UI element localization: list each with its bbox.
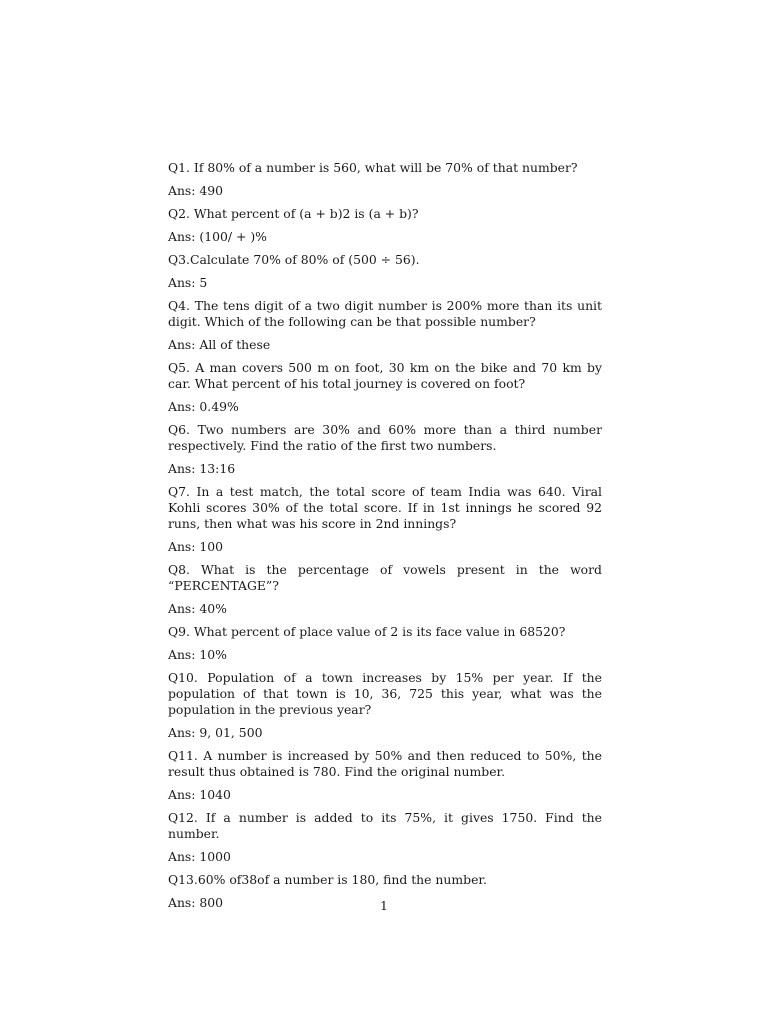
question-item-7 xyxy=(168,484,602,555)
question-item-9 xyxy=(168,624,602,663)
question-text: Q2. What percent of (a + b)2 is (a + b)? xyxy=(168,206,419,221)
question-text: Q7. In a test match, the total score of team India was 640. Viral Kohli scores 30% of the total score. If in 1st innings he scored 92 runs, then what was his score in 2nd innings? xyxy=(168,484,602,531)
question-item-12 xyxy=(168,810,602,865)
answer-text: Ans: 10% xyxy=(168,647,227,662)
question-text: Q9. What percent of place value of 2 is its face value in 68520? xyxy=(168,624,566,639)
question-item-5 xyxy=(168,360,602,415)
answer-text: Ans: (100/ + )% xyxy=(168,229,267,244)
answer-text: Ans: 800 xyxy=(168,895,224,910)
question-item-8 xyxy=(168,562,602,617)
answer-text: Ans: 9, 01, 500 xyxy=(168,725,263,740)
question-item-3 xyxy=(168,252,602,291)
answer-text: Ans: All of these xyxy=(168,337,271,352)
document-body xyxy=(168,160,602,918)
question-item-11 xyxy=(168,748,602,803)
question-item-1 xyxy=(168,160,602,199)
question-item-10 xyxy=(168,670,602,741)
question-text: Q11. A number is increased by 50% and then reduced to 50%, the result thus obtained is 780. Find the original number. xyxy=(168,748,602,779)
answer-text: Ans: 1000 xyxy=(168,849,231,864)
question-text: Q13.60% of38of a number is 180, find the number. xyxy=(168,872,487,887)
page-number: 1 xyxy=(380,898,388,913)
question-item-6 xyxy=(168,422,602,477)
question-text: Q10. Population of a town increases by 15% per year. If the population of that town is 10, 36, 725 this year, what was the population in the previous year? xyxy=(168,670,602,717)
answer-text: Ans: 100 xyxy=(168,539,224,554)
answer-text: Ans: 40% xyxy=(168,601,227,616)
question-text: Q3.Calculate 70% of 80% of (500 ÷ 56). xyxy=(168,252,420,267)
question-text: Q12. If a number is added to its 75%, it gives 1750. Find the number. xyxy=(168,810,602,841)
answer-text: Ans: 490 xyxy=(168,183,224,198)
answer-text: Ans: 13:16 xyxy=(168,461,236,476)
question-text: Q1. If 80% of a number is 560, what will be 70% of that number? xyxy=(168,160,578,175)
answer-text: Ans: 5 xyxy=(168,275,208,290)
question-item-4 xyxy=(168,298,602,353)
question-text: Q4. The tens digit of a two digit number is 200% more than its unit digit. Which of the following can be that possible number? xyxy=(168,298,602,329)
question-item-2 xyxy=(168,206,602,245)
answer-text: Ans: 0.49% xyxy=(168,399,239,414)
question-text: Q8. What is the percentage of vowels present in the word “PERCENTAGE”? xyxy=(168,562,602,593)
question-text: Q6. Two numbers are 30% and 60% more than a third number respectively. Find the ratio of the first two numbers. xyxy=(168,422,602,453)
question-text: Q5. A man covers 500 m on foot, 30 km on the bike and 70 km by car. What percent of his total journey is covered on foot? xyxy=(168,360,602,391)
answer-text: Ans: 1040 xyxy=(168,787,231,802)
